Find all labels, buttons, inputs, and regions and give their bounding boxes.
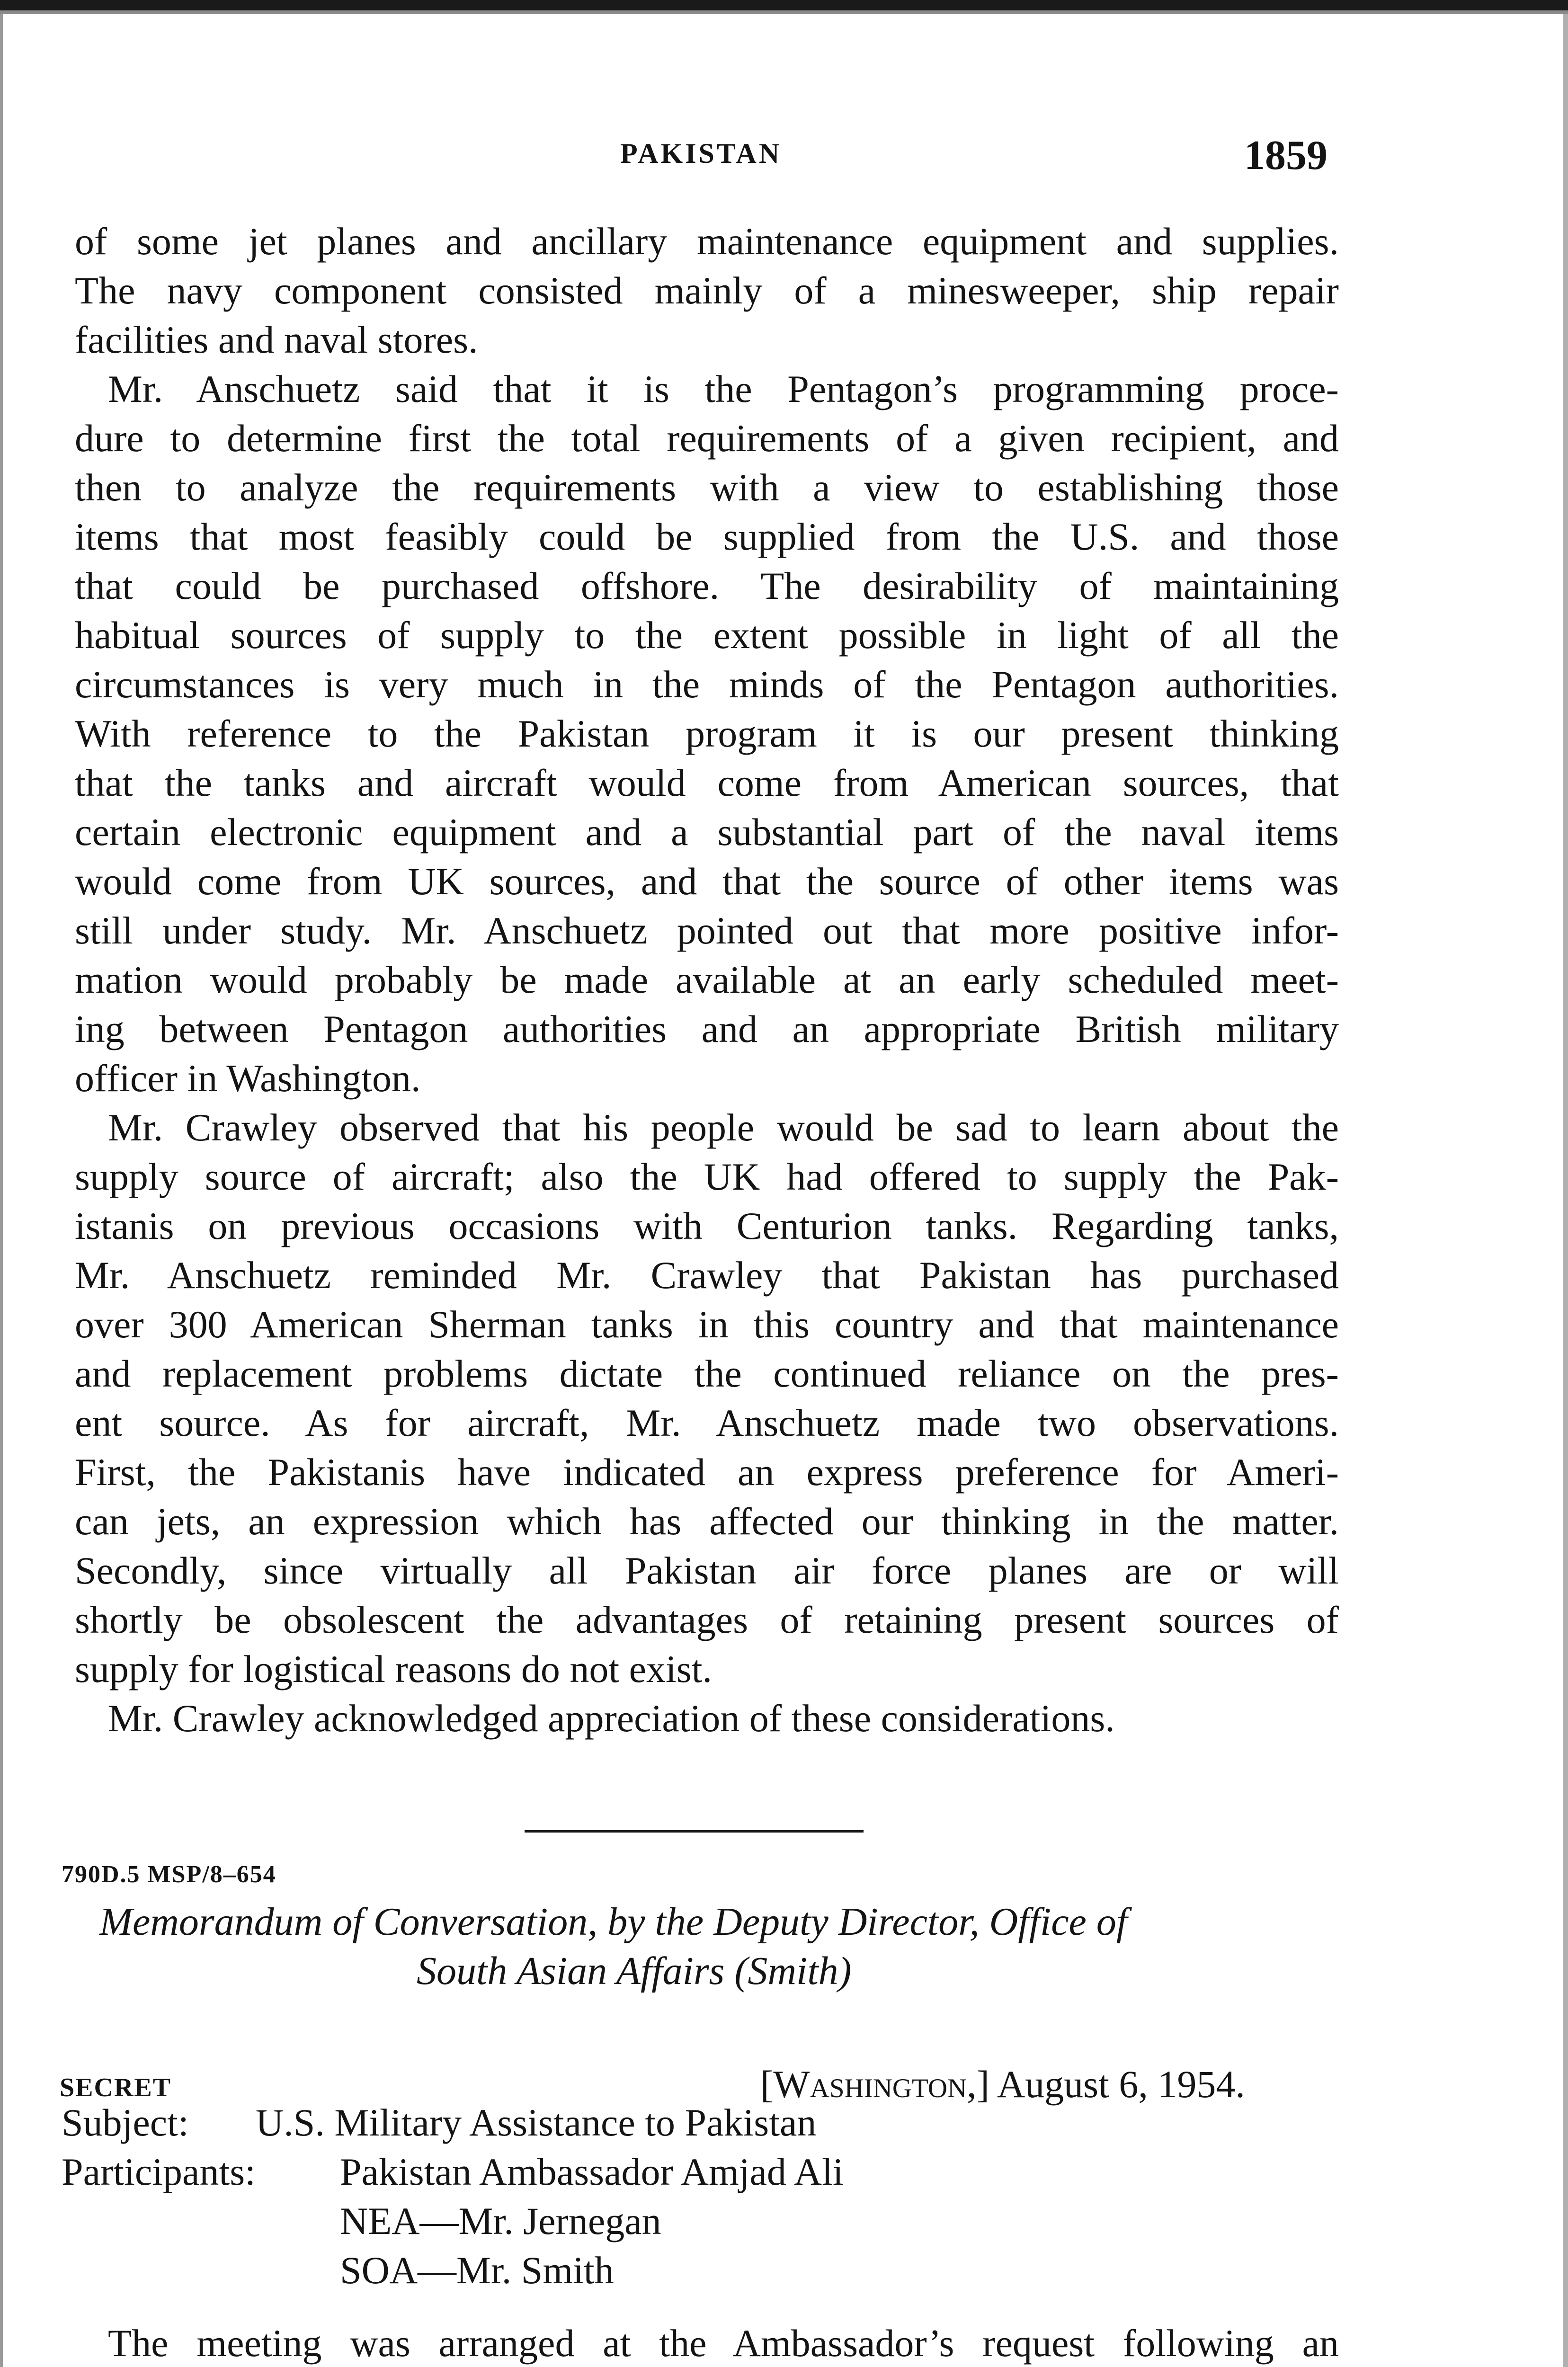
- text-line: ent source. As for aircraft, Mr. Anschuetz made two observations.: [75, 1401, 1339, 1444]
- text-line: can jets, an expression which has affected our thinking in the matter.: [75, 1500, 1339, 1543]
- memo-body-line: The meeting was arranged at the Ambassador’s request following an: [108, 2322, 1339, 2365]
- dateline-date: August 6, 1954.: [997, 2063, 1245, 2106]
- text-line: First, the Pakistanis have indicated an express preference for Ameri-: [75, 1450, 1339, 1494]
- text-line: still under study. Mr. Anschuetz pointed out that more positive infor-: [75, 909, 1339, 952]
- participant-item: SOA—Mr. Smith: [340, 2249, 614, 2292]
- text-line: over 300 American Sherman tanks in this country and that maintenance: [75, 1303, 1339, 1346]
- classification-label: SECRET: [60, 2073, 172, 2102]
- text-line: then to analyze the requirements with a view to establishing those: [75, 466, 1339, 509]
- text-line: istanis on previous occasions with Centurion tanks. Regarding tanks,: [75, 1204, 1339, 1247]
- participants-label: Participants:: [62, 2150, 256, 2193]
- text-line: items that most feasibly could be supplied from the U.S. and those: [75, 515, 1339, 558]
- text-line: Secondly, since virtually all Pakistan air force planes are or will: [75, 1549, 1339, 1592]
- file-reference: 790D.5 MSP/8–654: [62, 1861, 276, 1888]
- page-number: 1859: [1244, 133, 1327, 178]
- text-line: The navy component consisted mainly of a minesweeper, ship repair: [75, 269, 1339, 312]
- dateline: [760, 2062, 1245, 2107]
- text-line: supply for logistical reasons do not exist.: [75, 1647, 712, 1691]
- text-line: ing between Pentagon authorities and an appropriate British military: [75, 1007, 1339, 1050]
- text-line: Mr. Anschuetz said that it is the Pentagon’s programming proce-: [108, 367, 1339, 410]
- subject-label: Subject:: [62, 2101, 189, 2144]
- text-line: Mr. Anschuetz reminded Mr. Crawley that Pakistan has purchased: [75, 1254, 1339, 1297]
- right-page-edge: [1563, 14, 1568, 2367]
- text-line: certain electronic equipment and a substantial part of the naval items: [75, 810, 1339, 854]
- text-line: officer in Washington.: [75, 1057, 421, 1100]
- text-line: habitual sources of supply to the extent possible in light of all the: [75, 614, 1339, 657]
- top-page-edge-shadow: [0, 10, 1568, 14]
- text-line: that the tanks and aircraft would come from American sources, that: [75, 761, 1339, 804]
- text-line: Mr. Crawley acknowledged appreciation of these considerations.: [108, 1697, 1115, 1740]
- participant-item: Pakistan Ambassador Amjad Ali: [340, 2150, 844, 2193]
- participant-item: NEA—Mr. Jernegan: [340, 2199, 661, 2242]
- memo-title-line-1: Memorandum of Conversation, by the Deputy Director, Office of: [99, 1900, 1128, 1944]
- text-line: With reference to the Pakistan program it is our present thinking: [75, 712, 1339, 755]
- text-line: supply source of aircraft; also the UK had offered to supply the Pak-: [75, 1155, 1339, 1198]
- text-line: and replacement problems dictate the continued reliance on the pres-: [75, 1352, 1339, 1395]
- running-head: PAKISTAN: [620, 138, 782, 169]
- section-separator: [525, 1830, 864, 1833]
- dateline-place: [Washington,]: [760, 2063, 989, 2106]
- subject-value: U.S. Military Assistance to Pakistan: [256, 2101, 817, 2144]
- text-line: mation would probably be made available at an early scheduled meet-: [75, 958, 1339, 1001]
- text-line: Mr. Crawley observed that his people would be sad to learn about the: [108, 1106, 1339, 1149]
- memo-title-line-2: South Asian Affairs (Smith): [417, 1949, 852, 1993]
- text-line: shortly be obsolescent the advantages of retaining present sources of: [75, 1598, 1339, 1641]
- text-line: facilities and naval stores.: [75, 318, 478, 361]
- top-page-edge: [0, 0, 1568, 10]
- text-line: dure to determine first the total requirements of a given recipient, and: [75, 417, 1339, 460]
- text-line: circumstances is very much in the minds of the Pentagon authorities.: [75, 663, 1339, 706]
- left-page-edge: [0, 14, 3, 2367]
- text-line: that could be purchased offshore. The desirability of maintaining: [75, 564, 1339, 607]
- text-line: of some jet planes and ancillary maintenance equipment and supplies.: [75, 220, 1339, 263]
- text-line: would come from UK sources, and that the source of other items was: [75, 860, 1339, 903]
